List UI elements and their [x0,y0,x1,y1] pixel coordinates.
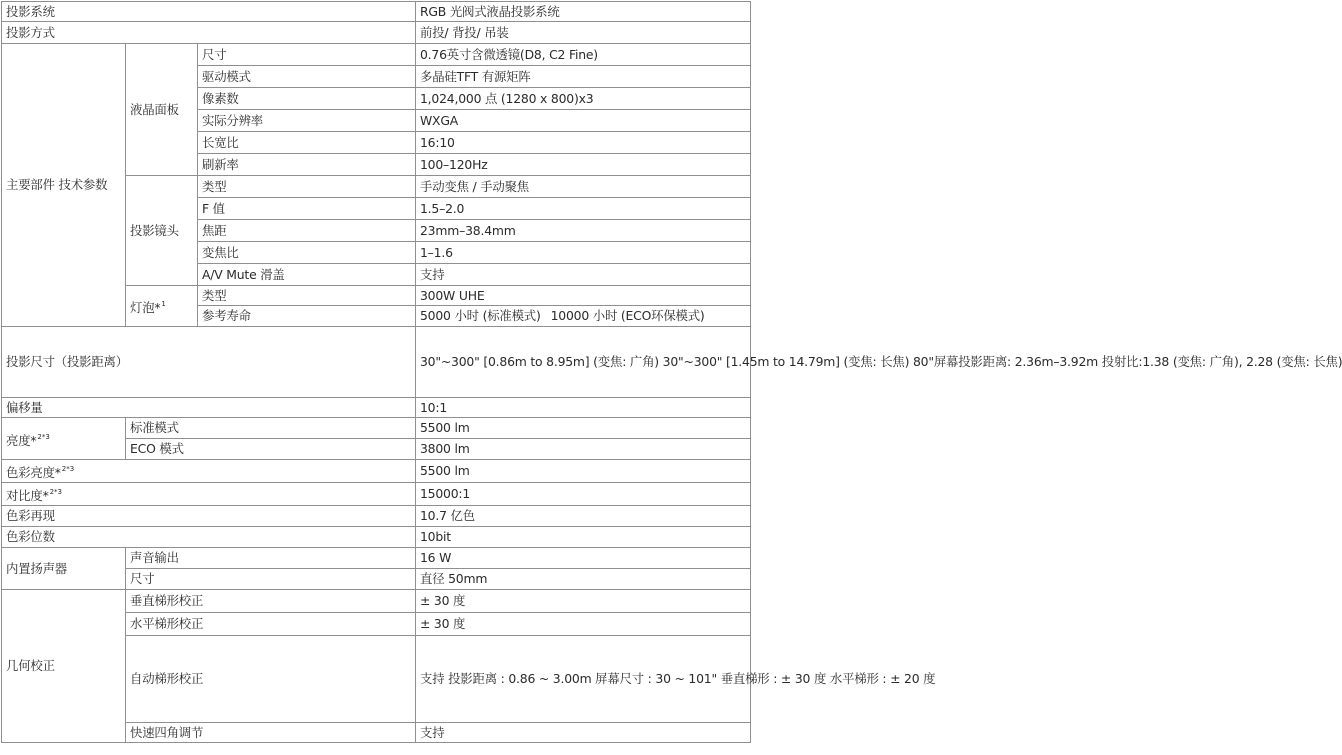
label-projection-system: 投影系统 [2,2,416,22]
row-lcd-size [2,44,751,66]
value-geometry-vertical: ± 30 度 [416,590,751,613]
label-pixels: 像素数 [198,88,416,110]
row-contrast [2,483,751,506]
label-geometry-quick-corner: 快速四角调节 [126,723,416,743]
label-color-reproduction: 色彩再现 [2,506,416,527]
label-contrast-text: 对比度* [6,488,49,503]
label-lcd-panel: 液晶面板 [126,44,198,176]
row-color-depth [2,527,751,548]
value-geometry-quick-corner: 支持 [416,723,751,743]
value-offset: 10:1 [416,398,751,418]
row-brightness-standard [2,418,751,439]
label-aspect-ratio: 长宽比 [198,132,416,154]
row-projection-size [2,327,751,398]
value-f-value: 1.5–2.0 [416,198,751,220]
label-f-value: F 值 [198,198,416,220]
label-brightness-eco: ECO 模式 [126,439,416,460]
label-speaker-output: 声音输出 [126,548,416,569]
value-drive-mode: 多晶硅TFT 有源矩阵 [416,66,751,88]
label-speaker: 内置扬声器 [2,548,126,590]
label-drive-mode: 驱动模式 [198,66,416,88]
value-brightness-standard: 5500 lm [416,418,751,439]
row-projection-method [2,22,751,44]
row-color-brightness [2,460,751,483]
label-lens: 投影镜头 [126,176,198,286]
footnote-color-brightness: 2*3 [61,465,75,473]
value-projection-system: RGB 光阀式液晶投影系统 [416,2,751,22]
value-brightness-eco: 3800 lm [416,439,751,460]
value-lamp-life [416,306,751,327]
value-speaker-output: 16 W [416,548,751,569]
value-projection-size: 30"~300" [0.86m to 8.95m] (变焦: 广角) 30"~300" [1.45m to 14.79m] (变焦: 长焦) 80"屏幕投影距离: 2.36m–3.92m 投射比:1.38 (变焦: 广角), 2.28 (变焦: 长焦) [416,327,751,398]
value-lamp-life-eco: 10000 小时 (ECO环保模式) [550,308,705,323]
value-aspect-ratio: 16:10 [416,132,751,154]
label-projection-method: 投影方式 [2,22,416,44]
label-geometry-vertical: 垂直梯形校正 [126,590,416,613]
label-lcd-size: 尺寸 [198,44,416,66]
label-av-mute: A/V Mute 滑盖 [198,264,416,286]
value-av-mute: 支持 [416,264,751,286]
footnote-brightness: 2*3 [37,432,50,441]
label-lamp [126,286,198,327]
row-projection-system [2,2,751,22]
value-geometry-auto: 支持 投影距离 : 0.86 ~ 3.00m 屏幕尺寸 : 30 ~ 101" 垂直梯形 : ± 30 度 水平梯形 : ± 20 度 [416,636,751,723]
value-color-reproduction: 10.7 亿色 [416,506,751,527]
label-geometry-horizontal: 水平梯形校正 [126,613,416,636]
label-offset: 偏移量 [2,398,416,418]
value-pixels: 1,024,000 点 (1280 x 800)x3 [416,88,751,110]
row-color-reproduction [2,506,751,527]
row-geometry-vertical [2,590,751,613]
footnote-contrast: 2*3 [49,488,62,496]
value-lens-type: 手动变焦 / 手动聚焦 [416,176,751,198]
label-brightness-standard: 标准模式 [126,418,416,439]
label-lamp-text: 灯泡* [130,300,161,315]
label-main-parts: 主要部件 技术参数 [2,44,126,327]
label-refresh-rate: 刷新率 [198,154,416,176]
value-lcd-size: 0.76英寸含微透镜(D8, C2 Fine) [416,44,751,66]
row-offset [2,398,751,418]
value-refresh-rate: 100–120Hz [416,154,751,176]
label-speaker-size: 尺寸 [126,569,416,590]
value-zoom-ratio: 1–1.6 [416,242,751,264]
label-lens-type: 类型 [198,176,416,198]
value-projection-method: 前投/ 背投/ 吊装 [416,22,751,44]
label-geometry: 几何校正 [2,590,126,743]
value-resolution: WXGA [416,110,751,132]
value-contrast: 15000:1 [416,483,751,506]
label-geometry-auto: 自动梯形校正 [126,636,416,723]
label-lamp-type: 类型 [198,286,416,306]
value-lamp-type: 300W UHE [416,286,751,306]
label-zoom-ratio: 变焦比 [198,242,416,264]
value-color-depth: 10bit [416,527,751,548]
label-brightness [2,418,126,460]
label-projection-size: 投影尺寸（投影距离） [2,327,416,398]
label-lamp-life: 参考寿命 [198,306,416,327]
label-color-depth: 色彩位数 [2,527,416,548]
spec-table [1,1,1342,743]
label-focal-length: 焦距 [198,220,416,242]
value-focal-length: 23mm–38.4mm [416,220,751,242]
label-color-brightness [2,460,416,483]
label-brightness-text: 亮度* [6,432,37,448]
value-color-brightness: 5500 lm [416,460,751,483]
value-geometry-horizontal: ± 30 度 [416,613,751,636]
footnote-lamp: 1 [161,300,166,308]
label-resolution: 实际分辨率 [198,110,416,132]
value-speaker-size: 直径 50mm [416,569,751,590]
label-contrast [2,483,416,506]
value-lamp-life-standard: 5000 小时 (标准模式) [420,308,541,323]
label-color-brightness-text: 色彩亮度* [6,465,61,480]
row-speaker-output [2,548,751,569]
